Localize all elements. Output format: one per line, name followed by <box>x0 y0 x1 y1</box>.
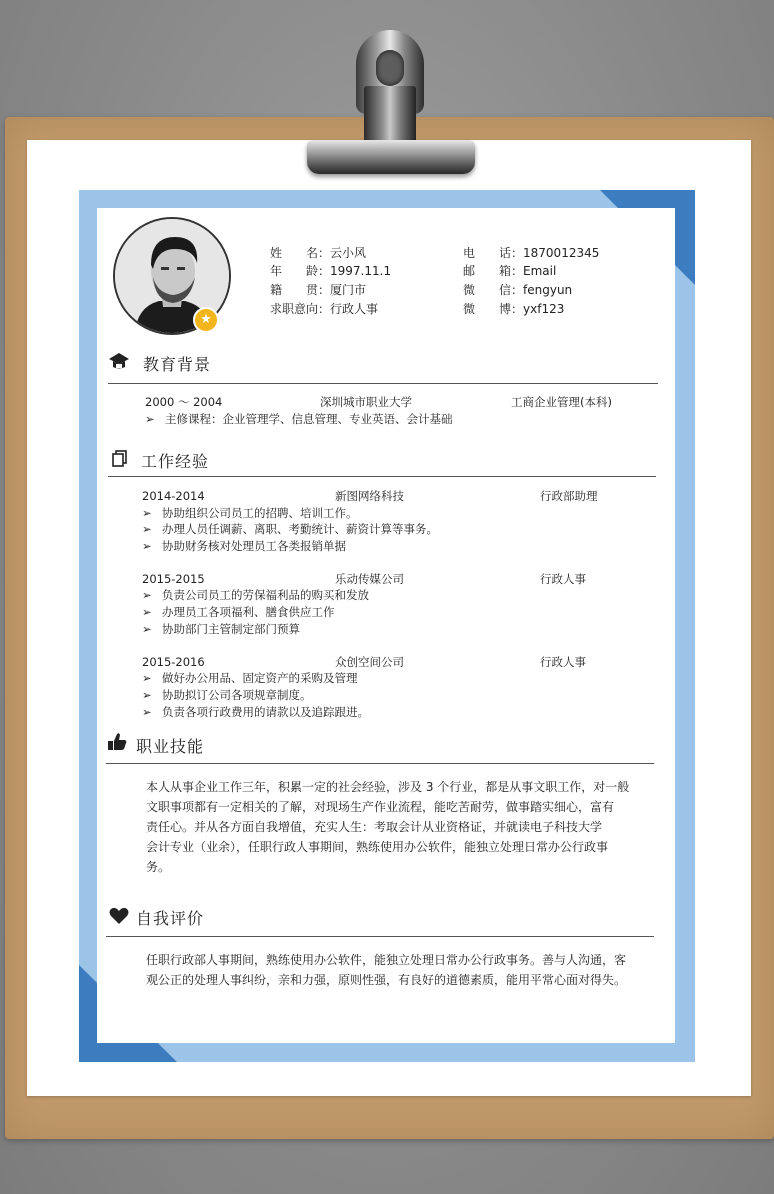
info-intent-value: 行政人事 <box>330 302 379 316</box>
list-item <box>142 538 346 554</box>
info-origin-label: 籍 贯： <box>270 283 331 297</box>
arrow-icon: ➢ <box>142 539 152 553</box>
arrow-icon: ➢ <box>142 506 152 520</box>
list-item <box>142 505 358 521</box>
list-item <box>142 587 369 603</box>
heart-icon <box>108 906 130 926</box>
info-phone-label: 电 话： <box>463 246 524 260</box>
section-title-self-evaluation: 自我评价 <box>136 909 205 928</box>
info-origin-value: 厦门市 <box>330 283 367 297</box>
job-role: 行政人事 <box>540 572 586 586</box>
job-role: 行政部助理 <box>540 489 598 503</box>
job-period: 2014-2014 <box>142 489 205 503</box>
info-wechat-label: 微 信： <box>463 283 524 297</box>
info-name-value: 云小风 <box>330 246 367 260</box>
text-line: 责任心。并从各方面自我增值，充实人生：考取会计从业资格证，并就读电子科技大学 <box>146 820 603 834</box>
info-weibo-value: yxf123 <box>523 302 565 316</box>
arrow-icon: ➢ <box>142 671 152 685</box>
text-line: 任职行政部人事期间，熟练使用办公软件，能独立处理日常办公行政事务。善与人沟通，客 <box>146 953 627 967</box>
info-wechat-value: fengyun <box>523 283 573 297</box>
info-phone <box>463 244 599 262</box>
arrow-icon: ➢ <box>142 705 152 719</box>
job-duty: 负责公司员工的劳保福利品的购买和发放 <box>162 588 369 602</box>
binder-clip-base <box>307 140 475 174</box>
copy-icon <box>110 449 132 469</box>
text-line: 文职事项都有一定相关的了解，对现场生产作业流程，能吃苦耐劳，做事踏实细心，富有 <box>146 800 615 814</box>
info-weibo <box>463 300 564 318</box>
section-title-education: 教育背景 <box>143 355 212 374</box>
graduation-cap-icon <box>108 351 130 371</box>
list-item <box>142 687 312 703</box>
job-duty: 协助组织公司员工的招聘、培训工作。 <box>162 506 358 520</box>
job-duty: 办理人员任调薪、离职、考勤统计、薪资计算等事务。 <box>162 522 438 536</box>
text-line: 本人从事企业工作三年，积累一定的社会经验，涉及 3 个行业，都是从事文职工作，对一般 <box>146 780 630 794</box>
job-duty: 协助财务核对处理员工各类报销单据 <box>162 539 346 553</box>
info-intent-label: 求职意向： <box>270 302 331 316</box>
arrow-icon: ➢ <box>142 522 152 536</box>
divider <box>108 383 658 384</box>
thumbs-up-icon <box>106 731 128 751</box>
binder-clip-hole <box>376 50 404 86</box>
list-item <box>142 704 369 720</box>
info-wechat <box>463 281 572 299</box>
arrow-icon: ➢ <box>145 412 155 426</box>
arrow-icon: ➢ <box>142 588 152 602</box>
job-role: 行政人事 <box>540 655 586 669</box>
text-line: 会计专业（业余），任职行政人事期间，熟练使用办公软件，能独立处理日常办公行政事 <box>146 840 609 854</box>
job-duty: 协助拟订公司各项规章制度。 <box>162 688 312 702</box>
text-line: 务。 <box>146 860 171 874</box>
info-weibo-label: 微 博： <box>463 302 524 316</box>
divider <box>108 476 656 477</box>
divider <box>106 936 654 937</box>
divider <box>106 763 654 764</box>
job-duty: 做好办公用品、固定资产的采购及管理 <box>162 671 358 685</box>
star-icon: ★ <box>193 307 219 333</box>
binder-clip-body <box>364 86 416 146</box>
list-item <box>142 604 335 620</box>
job-duty: 办理员工各项福利、膳食供应工作 <box>162 605 335 619</box>
education-school: 深圳城市职业大学 <box>320 395 412 409</box>
arrow-icon: ➢ <box>142 688 152 702</box>
self-evaluation-text <box>146 950 626 990</box>
list-item <box>142 521 438 537</box>
info-email-label: 邮 箱： <box>463 264 524 278</box>
job-company: 新图网络科技 <box>335 489 404 503</box>
education-major: 工商企业管理(本科) <box>511 395 612 409</box>
text-line: 观公正的处理人事纠纷，亲和力强，原则性强，有良好的道德素质，能用平常心面对得失。 <box>146 973 627 987</box>
info-phone-value: 1870012345 <box>523 246 600 260</box>
job-duty: 协助部门主管制定部门预算 <box>162 622 300 636</box>
job-company: 众创空间公司 <box>335 655 404 669</box>
education-courses: 主修课程：企业管理学、信息管理、专业英语、会计基础 <box>165 412 453 426</box>
section-title-work: 工作经验 <box>141 452 210 471</box>
info-name-label: 姓 名： <box>270 246 331 260</box>
job-company: 乐动传媒公司 <box>335 572 404 586</box>
skills-text <box>146 777 629 877</box>
section-title-skills: 职业技能 <box>136 737 205 756</box>
job-period: 2015-2015 <box>142 572 205 586</box>
info-intent <box>270 300 378 318</box>
info-age-label: 年 龄： <box>270 264 331 278</box>
info-age <box>270 262 391 280</box>
info-age-value: 1997.11.1 <box>330 264 392 278</box>
info-name <box>270 244 366 262</box>
list-item <box>142 670 358 686</box>
info-origin <box>270 281 366 299</box>
arrow-icon: ➢ <box>142 622 152 636</box>
job-period: 2015-2016 <box>142 655 205 669</box>
education-period: 2000 ～ 2004 <box>145 395 223 409</box>
arrow-icon: ➢ <box>142 605 152 619</box>
info-email <box>463 262 556 280</box>
info-email-value: Email <box>523 264 557 278</box>
list-item <box>142 621 300 637</box>
list-item <box>145 411 453 427</box>
job-duty: 负责各项行政费用的请款以及追踪跟进。 <box>162 705 369 719</box>
